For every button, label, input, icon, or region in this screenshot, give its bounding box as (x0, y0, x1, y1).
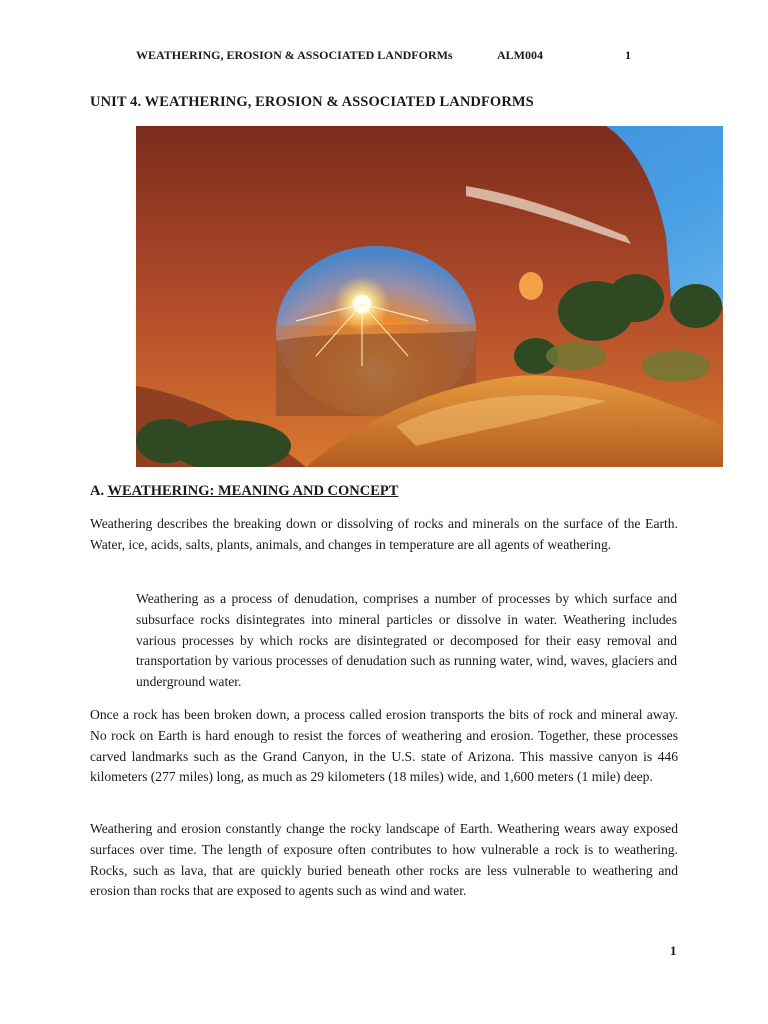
footer-page-number: 1 (670, 943, 677, 958)
header-page-number: 1 (625, 48, 631, 62)
section-heading (90, 483, 398, 500)
rock-arch-photo (136, 126, 723, 467)
running-header (0, 48, 768, 66)
paragraph-3: Once a rock has been broken down, a process called erosion transports the bits of rock and mineral away. No rock on Earth is hard enough to resist the forces of weathering and erosion. Together, these processes carved landmarks such as the Grand Canyon, in the U.S. state of Arizona. This massive canyon is 446 kilometers (277 miles) long, as much as 29 kilometers (18 miles) wide, and 1,600 meters (1 mile) deep. (90, 707, 678, 785)
header-course-code: ALM004 (497, 48, 543, 62)
unit-title: UNIT 4. WEATHERING, EROSION & ASSOCIATED LANDFORMS (90, 94, 534, 110)
header-title: WEATHERING, EROSION & ASSOCIATED LANDFORMs (136, 48, 453, 62)
paragraph-4: Weathering and erosion constantly change the rocky landscape of Earth. Weathering wears away exposed surfaces over time. The length of exposure often contributes to how vulnerable a rock is to weathering. Rocks, such as lava, that are quickly buried beneath other rocks are less vulnerable to weathering and erosion than rocks that are exposed to agents such as wind and water. (90, 821, 678, 899)
paragraph-1: Weathering describes the breaking down or dissolving of rocks and minerals on the surface of the Earth. Water, ice, acids, salts, plants, animals, and changes in temperature are all agents of weathering. (90, 516, 678, 552)
section-heading-text: WEATHERING: MEANING AND CONCEPT (107, 483, 399, 499)
section-prefix: A. (90, 483, 105, 499)
indented-paragraph: Weathering as a process of denudation, comprises a number of processes by which surface and subsurface rocks disintegrates into mineral particles or dissolve in water. Weathering includes various processes by which rocks are disintegrated or decomposed for their easy removal and transportation by various processes of denudation such as running water, wind, waves, glaciers and underground water. (136, 591, 677, 690)
